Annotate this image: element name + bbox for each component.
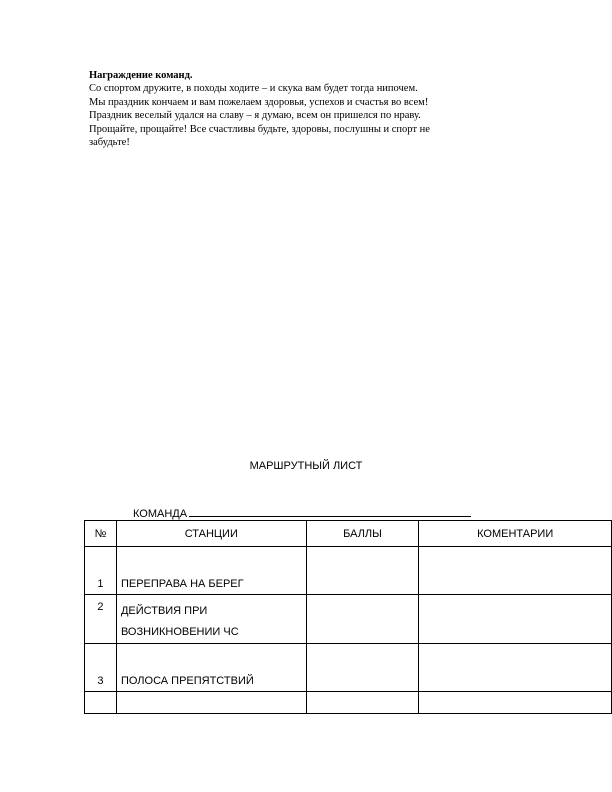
row-number: 3 — [85, 644, 117, 692]
score-cell[interactable] — [306, 595, 419, 644]
table-row — [85, 692, 612, 714]
row-number: 2 — [85, 595, 117, 644]
closing-speech-line: Праздник веселый удался на славу – я думаю, всем он пришелся по нраву. — [89, 110, 421, 122]
team-name-blank[interactable] — [189, 506, 471, 517]
header-score: БАЛЛЫ — [306, 521, 419, 547]
station-cell[interactable] — [116, 692, 306, 714]
table-row — [85, 547, 612, 595]
comment-cell[interactable] — [419, 692, 612, 714]
closing-speech-heading: Награждение команд. — [89, 70, 193, 81]
comment-cell[interactable] — [419, 595, 612, 644]
closing-speech-line: Прощайте, прощайте! Все счастливы будьте, здоровы, послушны и спорт не — [89, 123, 430, 135]
station-cell — [116, 595, 306, 644]
station-name: ДЕЙСТВИЯ ПРИ — [120, 605, 208, 617]
header-stations: СТАНЦИИ — [116, 521, 306, 547]
header-comments: КОМЕНТАРИИ — [419, 521, 612, 547]
comment-cell[interactable] — [419, 644, 612, 692]
header-number: № — [85, 521, 117, 547]
closing-speech-line: Мы праздник кончаем и вам пожелаем здоровья, успехов и счастья во всем! — [89, 96, 429, 108]
comment-cell[interactable] — [419, 547, 612, 595]
station-name: ПОЛОСА ПРЕПЯТСТВИЙ — [120, 675, 254, 687]
station-name: ПЕРЕПРАВА НА БЕРЕГ — [120, 578, 244, 590]
table-row — [85, 644, 612, 692]
score-cell[interactable] — [306, 692, 419, 714]
score-cell[interactable] — [306, 644, 419, 692]
score-cell[interactable] — [306, 547, 419, 595]
closing-speech-line: Со спортом дружите, в походы ходите – и скука вам будет тогда нипочем. — [89, 83, 418, 95]
closing-speech-line: забудьте! — [89, 137, 130, 149]
station-name: ВОЗНИКНОВЕНИИ ЧС — [120, 626, 239, 638]
station-cell — [116, 547, 306, 595]
table-row — [85, 595, 612, 644]
closing-speech — [89, 69, 489, 149]
route-sheet-title: МАРШРУТНЫЙ ЛИСТ — [249, 460, 363, 472]
team-label: КОМАНДА — [133, 508, 188, 520]
row-number — [85, 692, 117, 714]
route-table — [84, 520, 612, 714]
row-number: 1 — [85, 547, 117, 595]
team-name-field[interactable] — [133, 506, 471, 520]
station-cell — [116, 644, 306, 692]
table-header-row — [85, 521, 612, 547]
